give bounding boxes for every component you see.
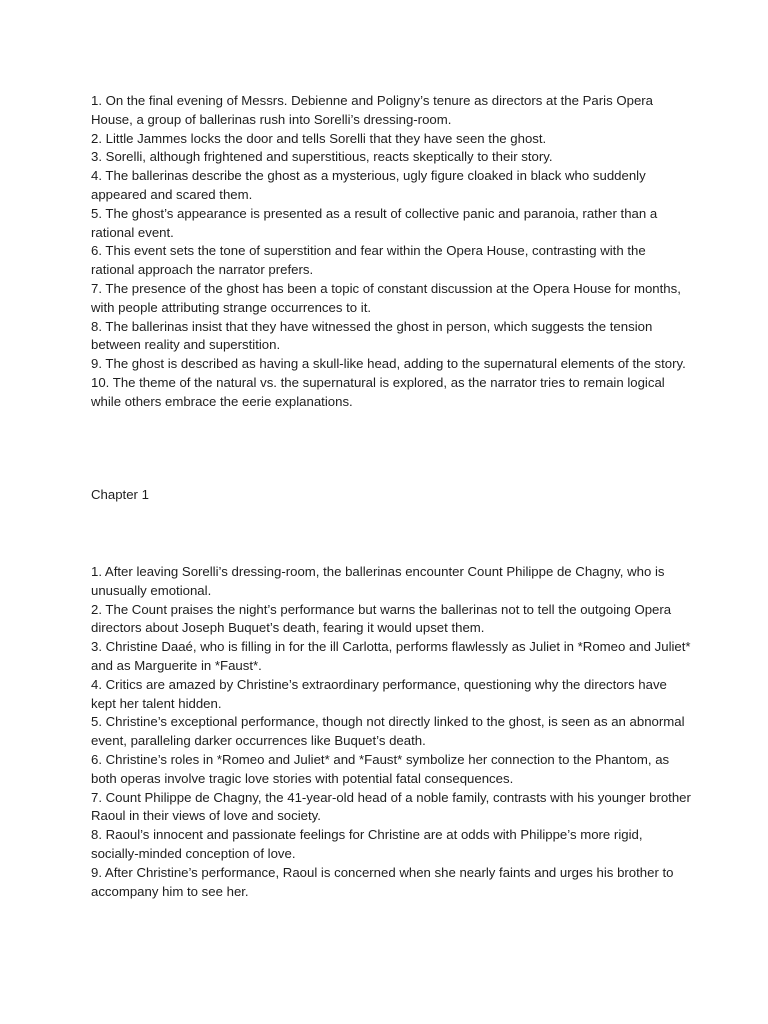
- list-item: 7. Count Philippe de Chagny, the 41-year-old head of a noble family, contrasts with his younger brother Raoul in their views of love and society.: [91, 789, 691, 824]
- list-item: 4. The ballerinas describe the ghost as a mysterious, ugly figure cloaked in black who suddenly appeared and scared them.: [91, 168, 646, 202]
- list-item: 8. Raoul’s innocent and passionate feelings for Christine are at odds with Philippe’s more rigid, socially-minded conception of love.: [91, 827, 643, 861]
- chapter-heading: Chapter 1: [91, 487, 149, 502]
- list-item: 6. Christine’s roles in *Romeo and Juliet* and *Faust* symbolize her connection to the Phantom, as both operas involve tragic love stories with potential fatal consequences.: [91, 751, 670, 786]
- list-item: 6. This event sets the tone of superstition and fear within the Opera House, contrasting with the rational approach the narrator prefers.: [91, 243, 646, 278]
- list-item: 7. The presence of the ghost has been a topic of constant discussion at the Opera House for months, with people attributing strange occurrences to it.: [91, 280, 681, 315]
- list-item: 5. The ghost’s appearance is presented as a result of collective panic and paranoia, rather than a rational event.: [91, 205, 658, 240]
- list-item: 1. After leaving Sorelli’s dressing-room, the ballerinas encounter Count Philippe de Chagny, who is unusually emotional.: [91, 564, 665, 598]
- intro-summary-list: [91, 92, 691, 412]
- list-item: 3. Christine Daaé, who is filling in for the ill Carlotta, performs flawlessly as Juliet in *Romeo and Juliet* and as Marguerite in *Faust*.: [91, 639, 691, 673]
- list-item: 5. Christine’s exceptional performance, though not directly linked to the ghost, is seen as an abnormal event, paralleling darker occurrences like Buquet’s death.: [91, 714, 685, 749]
- chapter-summary-list: [91, 563, 691, 901]
- list-item: 9. After Christine’s performance, Raoul is concerned when she nearly faints and urges his brother to accompany him to see her.: [91, 864, 674, 899]
- list-item: 10. The theme of the natural vs. the supernatural is explored, as the narrator tries to remain logical while others embrace the eerie explanations.: [91, 374, 665, 409]
- list-item: 4. Critics are amazed by Christine’s extraordinary performance, questioning why the directors have kept her talent hidden.: [91, 676, 667, 711]
- list-item: 9. The ghost is described as having a skull-like head, adding to the supernatural elements of the story.: [91, 356, 686, 372]
- list-item: 1. On the final evening of Messrs. Debienne and Poligny’s tenure as directors at the Paris Opera House, a group of ballerinas rush into Sorelli’s dressing-room.: [91, 93, 654, 127]
- list-item: 2. Little Jammes locks the door and tells Sorelli that they have seen the ghost.: [91, 130, 547, 146]
- list-item: 8. The ballerinas insist that they have witnessed the ghost in person, which suggests the tension between reality and superstition.: [91, 318, 653, 353]
- list-item: 3. Sorelli, although frightened and superstitious, reacts skeptically to their story.: [91, 149, 553, 165]
- list-item: 2. The Count praises the night’s performance but warns the ballerinas not to tell the outgoing Opera directors about Joseph Buquet’s death, fearing it would upset them.: [91, 601, 672, 636]
